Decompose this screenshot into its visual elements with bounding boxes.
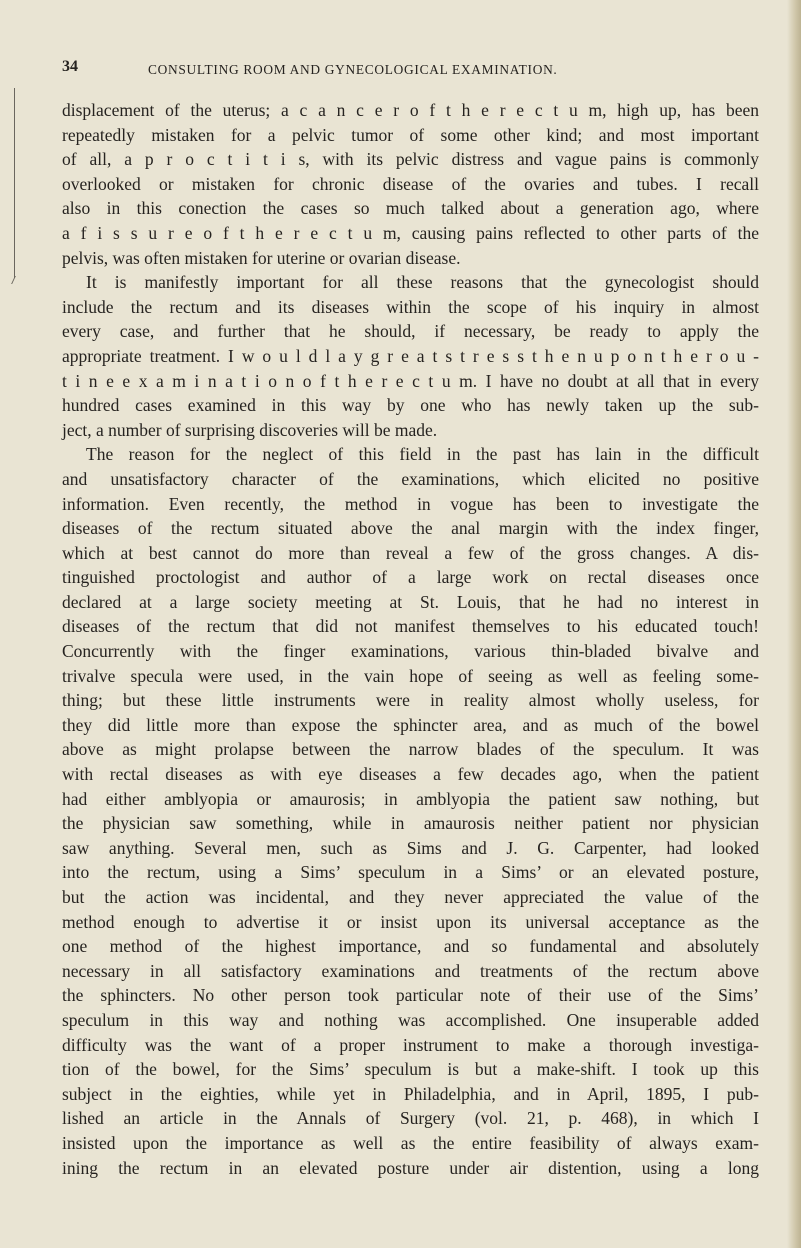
text-line-28: with rectal diseases as with eye diseases a few decades ago, when the patient bbox=[62, 764, 759, 785]
text-line-1: displacement of the uterus; a c a n c e r o f t h e r e c t u m, high up, has been bbox=[62, 100, 759, 120]
text-line-19: which at best cannot do more than reveal a few of the gross changes. A dis- bbox=[62, 542, 759, 563]
text-line-40: tion of the bowel, for the Sims’ speculum is but a make-shift. I took up this bbox=[62, 1059, 759, 1080]
text-line-5: also in this conection the cases so much talked about a generation ago, where bbox=[62, 198, 759, 219]
text-line-16: and unsatisfactory character of the examinations, which elicited no positive bbox=[62, 468, 759, 489]
text-line-30: the physician saw something, while in amaurosis neither patient nor physician bbox=[62, 813, 759, 834]
text-line-43: insisted upon the importance as well as the entire feasibility of always exam- bbox=[62, 1132, 759, 1153]
text-line-20: tinguished proctologist and author of a large work on rectal diseases once bbox=[62, 567, 759, 588]
text-line-9: include the rectum and its diseases within the scope of his inquiry in almost bbox=[62, 296, 759, 317]
text-line-7: pelvis, was often mistaken for uterine or ovarian disease. bbox=[62, 247, 461, 268]
text-line-8: It is manifestly important for all these reasons that the gynecologist should bbox=[86, 272, 759, 293]
body-text bbox=[62, 98, 759, 1180]
text-line-24: trivalve specula were used, in the vain hope of seeing as well as feeling some- bbox=[62, 665, 759, 686]
text-line-33: but the action was incidental, and they never appreciated the value of the bbox=[62, 887, 759, 907]
text-line-44: ining the rectum in an elevated posture under air distention, using a long bbox=[62, 1157, 759, 1178]
text-line-3: of all, a p r o c t i t i s, with its pelvic distress and vague pains is commonly bbox=[62, 149, 759, 170]
text-line-12: t i n e e x a m i n a t i o n o f t h e r e c t u m. I have no doubt at all that in every bbox=[62, 370, 759, 391]
text-line-18: diseases of the rectum situated above the anal margin with the index finger, bbox=[62, 518, 759, 539]
text-line-26: they did little more than expose the sphincter area, and as much of the bowel bbox=[62, 714, 759, 735]
text-line-36: necessary in all satisfactory examinations and treatments of the rectum above bbox=[62, 960, 759, 981]
text-line-39: difficulty was the want of a proper instrument to make a thorough investiga- bbox=[62, 1034, 759, 1055]
page-number: 34 bbox=[62, 58, 78, 75]
running-head: CONSULTING ROOM AND GYNECOLOGICAL EXAMINATION. bbox=[148, 62, 558, 77]
text-line-6: a f i s s u r e o f t h e r e c t u m, causing pains reflected to other parts of the bbox=[62, 222, 759, 243]
text-line-35: one method of the highest importance, and so fundamental and absolutely bbox=[62, 936, 759, 957]
text-line-31: saw anything. Several men, such as Sims and J. G. Carpenter, had looked bbox=[62, 837, 759, 858]
text-line-14: ject, a number of surprising discoveries will be made. bbox=[62, 419, 438, 440]
text-line-37: the sphincters. No other person took particular note of their use of the Sims’ bbox=[62, 985, 759, 1006]
text-line-27: above as might prolapse between the narrow blades of the speculum. It was bbox=[62, 739, 759, 760]
text-line-22: diseases of the rectum that did not manifest themselves to his educated touch! bbox=[62, 616, 759, 637]
text-line-17: information. Even recently, the method in vogue has been to investigate the bbox=[62, 493, 759, 514]
text-line-11: appropriate treatment. I w o u l d l a y g r e a t s t r e s s t h e n u p o n t h e r o u - bbox=[62, 345, 759, 366]
text-line-25: thing; but these little instruments were in reality almost wholly useless, for bbox=[62, 690, 759, 711]
text-line-42: lished an article in the Annals of Surgery (vol. 21, p. 468), in which I bbox=[62, 1108, 759, 1129]
text-line-38: speculum in this way and nothing was accomplished. One insuperable added bbox=[62, 1009, 759, 1030]
text-line-23: Concurrently with the finger examinations, various thin-bladed bivalve and bbox=[62, 641, 759, 662]
text-line-29: had either amblyopia or amaurosis; in amblyopia the patient saw nothing, but bbox=[62, 788, 759, 809]
text-line-4: overlooked or mistaken for chronic disease of the ovaries and tubes. I recall bbox=[62, 173, 759, 194]
text-line-34: method enough to advertise it or insist upon its universal acceptance as the bbox=[62, 911, 759, 932]
margin-pencil-bracket bbox=[14, 88, 21, 278]
text-line-13: hundred cases examined in this way by one who has newly taken up the sub- bbox=[62, 395, 759, 416]
text-line-15: The reason for the neglect of this field in the past has lain in the difficult bbox=[86, 444, 759, 465]
page-edge-shadow bbox=[787, 0, 801, 1248]
text-line-21: declared at a large society meeting at St. Louis, that he had no interest in bbox=[62, 591, 759, 612]
text-line-32: into the rectum, using a Sims’ speculum in a Sims’ or an elevated posture, bbox=[62, 862, 759, 883]
text-line-2: repeatedly mistaken for a pelvic tumor of some other kind; and most important bbox=[62, 124, 759, 145]
text-line-10: every case, and further that he should, if necessary, be ready to apply the bbox=[62, 321, 759, 342]
text-line-41: subject in the eighties, while yet in Philadelphia, and in April, 1895, I pub- bbox=[62, 1083, 759, 1104]
